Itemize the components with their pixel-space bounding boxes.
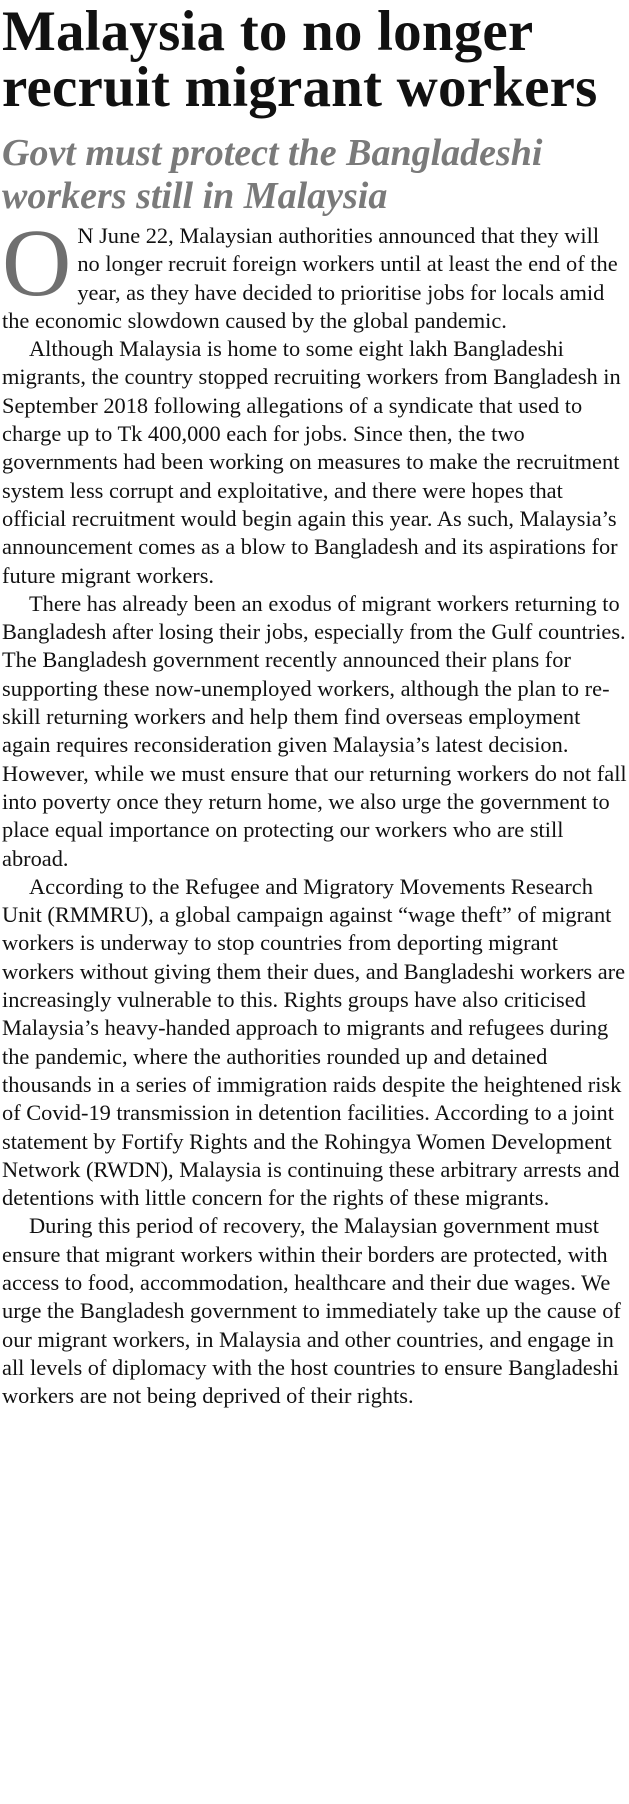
paragraph-5: During this period of recovery, the Malaysian government must ensure that migrant workers within their borders are protected, with access to food, accommodation, healthcare and their due wages. We urge the Bangladesh government to immediately take up the cause of our migrant workers, in Malaysia and other countries, and engage in all levels of diplomacy with the host countries to ensure Bangladeshi workers are not being deprived of their rights. (2, 1213, 621, 1409)
headline: Malaysia to no longer recruit migrant workers (2, 0, 598, 119)
paragraph-3: There has already been an exodus of migrant workers returning to Bangladesh after losing their jobs, especially from the Gulf countries. The Bangladesh government recently announced their plans for supporting these now-unemployed workers, although the plan to re-skill returning workers and help them find overseas employment again requires reconsideration given Malaysia’s latest decision. However, while we must ensure that our returning workers do not fall into poverty once they return home, we also urge the government to place equal importance on protecting our workers who are still abroad. (2, 590, 627, 871)
article (2, 0, 627, 1410)
paragraph-1 (2, 209, 627, 335)
paragraph-1-text: N June 22, Malaysian authorities announced that they will no longer recruit foreign workers until at least the end of the year, as they have decided to prioritise jobs for locals amid the economic slowdown caused by the global pandemic. (2, 223, 618, 333)
subheadline: Govt must protect the Bangladeshi workers still in Malaysia (2, 132, 543, 217)
paragraph-2: Although Malaysia is home to some eight lakh Bangladeshi migrants, the country stopped recruiting workers from Bangladesh in September 2018 following allegations of a syndicate that used to charge up to Tk 400,000 each for jobs. Since then, the two governments had been working on measures to make the recruitment system less corrupt and exploitative, and there were hopes that official recruitment would begin again this year. As such, Malaysia’s announcement comes as a blow to Bangladesh and its aspirations for future migrant workers. (2, 336, 621, 588)
paragraph-4: According to the Refugee and Migratory Movements Research Unit (RMMRU), a global campaign against “wage theft” of migrant workers is underway to stop countries from deporting migrant workers without giving them their dues, and Bangladeshi workers are increasingly vulnerable to this. Rights groups have also criticised Malaysia’s heavy-handed approach to migrants and refugees during the pandemic, where the authorities rounded up and detained thousands in a series of immigration raids despite the heightened risk of Covid-19 transmission in detention facilities. According to a joint statement by Fortify Rights and the Rohingya Women Development Network (RWDN), Malaysia is continuing these arbitrary arrests and detentions with little concern for the rights of these migrants. (2, 873, 626, 1211)
article-body (2, 209, 627, 1410)
drop-cap: O (2, 209, 72, 316)
